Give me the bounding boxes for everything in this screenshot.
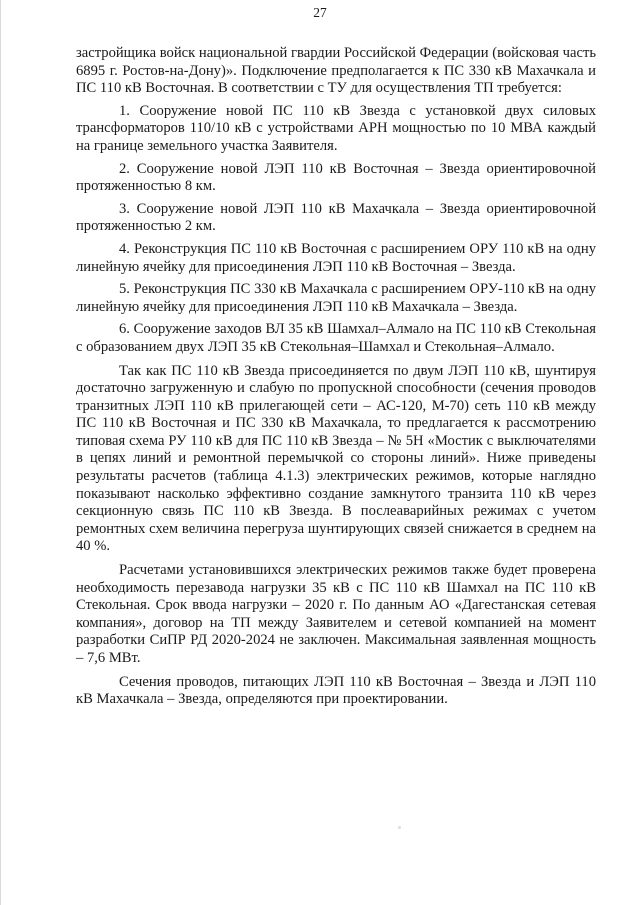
list-item-1: 1. Сооружение новой ПС 110 кВ Звезда с установкой двух силовых трансформаторов 110/10 кВ с устройствами АРН мощностью по 10 МВА каждый на границе земельного участка Заявителя. — [76, 102, 596, 154]
scan-speck — [398, 826, 401, 829]
paragraph-calculations: Расчетами установившихся электрических режимов также будет проверена необходимость перезавода нагрузки 35 кВ с ПС 110 кВ Шамхал на ПС 110 кВ Стекольная. Срок ввода нагрузки – 2020 г. По данным АО «Дагестанская сетевая компания», договор на ТП между Заявителем и сетевой компанией на момент разработки СиПР РД 2020-2024 не заключен. Максимальная заявленная мощность – 7,6 МВт. — [76, 562, 596, 666]
paragraph-intro: застройщика войск национальной гвардии Российской Федерации (войсковая часть 6895 г. Ростов-на-Дону)». Подключение предполагается к ПС 330 кВ Махачкала и ПС 110 кВ Восточная. В соответствии с ТУ для осуществления ТП требуется: — [76, 45, 596, 97]
list-item-2: 2. Сооружение новой ЛЭП 110 кВ Восточная – Звезда ориентировочной протяженностью 8 км. — [76, 160, 596, 195]
scan-edge-line — [0, 0, 1, 905]
list-item-4: 4. Реконструкция ПС 110 кВ Восточная с расширением ОРУ 110 кВ на одну линейную ячейку для присоединения ЛЭП 110 кВ Восточная – Звезда. — [76, 240, 596, 275]
paragraph-scheme: Так как ПС 110 кВ Звезда присоединяется по двум ЛЭП 110 кВ, шунтируя достаточно загруженную и слабую по пропускной способности (сечения проводов транзитных ЛЭП 110 кВ прилегающей сети – АС-120, М-70) сеть 110 кВ между ПС 110 кВ Восточная и ПС 330 кВ Махачкала, то предлагается к рассмотрению типовая схема РУ 110 кВ для ПС 110 кВ Звезда – № 5Н «Мостик с выключателями в цепях линий и ремонтной перемычкой со стороны линий». Ниже приведены результаты расчетов (таблица 4.1.3) электрических режимов, которые наглядно показывают насколько эффективно создание замкнутого транзита 110 кВ через секционную связь ПС 110 кВ Звезда. В послеаварийных режимах с учетом ремонтных схем величина перегруза шунтирующих связей снижается в среднем на 40 %. — [76, 362, 596, 555]
list-item-6: 6. Сооружение заходов ВЛ 35 кВ Шамхал–Алмало на ПС 110 кВ Стекольная с образованием двух ЛЭП 35 кВ Стекольная–Шамхал и Стекольная–Алмало. — [76, 321, 596, 355]
list-item-5: 5. Реконструкция ПС 330 кВ Махачкала с расширением ОРУ-110 кВ на одну линейную ячейку для присоединения ЛЭП 110 кВ Махачкала – Звезда. — [76, 281, 596, 315]
paragraph-wire-sections: Сечения проводов, питающих ЛЭП 110 кВ Восточная – Звезда и ЛЭП 110 кВ Махачкала – Звезда, определяются при проектировании. — [76, 673, 596, 708]
document-body — [76, 45, 596, 709]
page-number: 27 — [313, 5, 327, 20]
list-item-3: 3. Сооружение новой ЛЭП 110 кВ Махачкала – Звезда ориентировочной протяженностью 2 км. — [76, 200, 596, 235]
